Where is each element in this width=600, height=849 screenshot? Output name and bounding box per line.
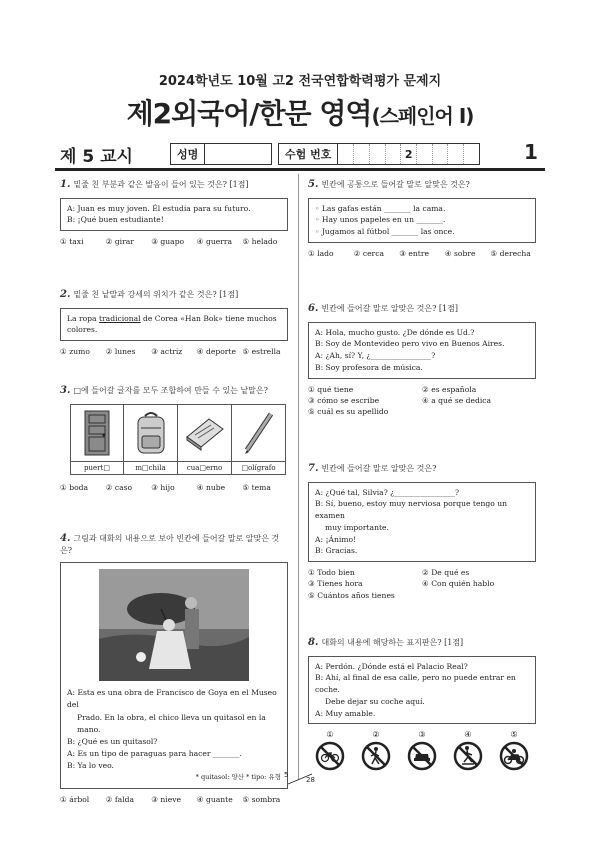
q3-picture-backpack: m□chila (124, 404, 178, 475)
q8-dialog-box: A: Perdón. ¿Dónde está el Palacio Real? B: Ahí, al final de esa calle, pero no puede entrar en coche. Debe dejar su coche aquí. A: Muy amable. (308, 656, 536, 725)
option[interactable]: ⑤ Cuántos años tienes (308, 590, 395, 600)
q7-prompt: 빈칸에 들어갈 말로 알맞은 것은? (321, 464, 437, 473)
option[interactable]: ④ (452, 730, 484, 775)
name-label: 성명 (171, 144, 205, 164)
option[interactable]: ① qué tiene (308, 384, 354, 394)
question-5: 5. 빈칸에 공통으로 들어갈 말로 알맞은 것은? ◦ Las gafas están _______ la cama. ◦ Hay unos papeles en un _______. ◦ Jugamos al fútbol _______ las once. ① lado ② cerca ③ entre ④ sobre ⑤ derecha (308, 178, 536, 259)
option[interactable]: ④ a qué se dedica (422, 395, 492, 405)
option[interactable]: ① taxi (60, 237, 84, 247)
option[interactable]: ① lado (308, 248, 334, 258)
question-1: 1. 밑줄 친 부분과 같은 발음이 들어 있는 것은? [1점] A: Juan es muy joven. Él estudia para su futuro. B: ¡Qué buen estudiante! ① taxi ② girar ③ guapo ④ guerra ⑤ helado (60, 178, 288, 247)
exam-number-label: 수험 번호 (279, 144, 338, 164)
option[interactable]: ② es española (422, 384, 477, 394)
option[interactable]: ③ cómo se escribe (308, 395, 380, 405)
option[interactable]: ③ Tienes hora (308, 579, 363, 589)
option[interactable]: ⑤ estrella (242, 347, 281, 357)
page-total: 28 (306, 776, 315, 784)
q6-options (308, 385, 536, 418)
q4-note: * quitasol: 양산 * tipo: 유형 (195, 773, 281, 782)
option[interactable]: ① boda (60, 482, 89, 492)
period-label: 제 5 교시 (60, 147, 133, 167)
q6-dialog-box: A: Hola, mucho gusto. ¿De dónde es Ud.? B: Soy de Montevideo pero vivo en Buenos Aires. A: ¿Ah, sí? Y, ¿________________? B: Soy profesora de música. (308, 322, 536, 379)
q6-prompt: 빈칸에 들어갈 말로 알맞은 것은? [1점] (321, 304, 458, 313)
painting-image (99, 569, 249, 681)
question-4: 4. 그림과 대화의 내용으로 보아 빈칸에 들어갈 말로 알맞은 것은? A: Esta es una obra de Francisco de Goya en el Museo del Prado. En la obra, el chico lleva un quitasol en la mano. B: ¿Qué es un quitasol? A: Es un tipo de paraguas para hacer _______. B: Ya lo veo. * quitasol: 양산 * tipo: 유형 ① árbol ② falda ③ nieve ④ guante ⑤ sombra (60, 532, 288, 806)
question-6: 6. 빈칸에 들어갈 말로 알맞은 것은? [1점] A: Hola, mucho gusto. ¿De dónde es Ud.? B: Soy de Montevideo pero vivo en Buenos Aires. A: ¿Ah, sí? Y, ¿________________? B: Soy profesora de música. ① qué tiene ② es española ③ cómo se escribe ④ a qué se dedica ⑤ cuál es su apellido (308, 302, 536, 417)
option[interactable]: ⑤ helado (242, 237, 278, 247)
question-7: 7. 빈칸에 들어갈 말로 알맞은 것은? A: ¿Qué tal, Silvia? ¿________________? B: Sí, bueno, estoy muy nerviosa porque tengo un examen muy importante. A: ¡Ánimo! B: Gracias. ① Todo bien ② De qué es ③ Tienes hora ④ Con quién hablo ⑤ Cuántos años tienes (308, 462, 536, 601)
exam-title (0, 92, 600, 132)
no-bicycle-icon (315, 741, 345, 771)
option[interactable]: ① árbol (60, 795, 90, 805)
q3-picture-door: puert□ (70, 404, 124, 475)
question-3: 3. □에 들어갈 글자를 모두 조합하여 만들 수 있는 낱말은? puert□ m□chila cua□erno □olígrafo ① boda ② caso ③ hijo ④ nube ⑤ tema (60, 384, 288, 493)
title-main: 제2외국어/한문 영역 (126, 97, 372, 130)
option[interactable]: ④ sobre (444, 248, 476, 258)
option[interactable]: ② falda (105, 795, 134, 805)
notebook-icon (178, 404, 232, 462)
option[interactable]: ⑤ (498, 730, 530, 775)
q3-picture-notebook: cua□erno (178, 404, 232, 475)
door-icon (70, 404, 124, 462)
q2-options (60, 347, 288, 357)
option[interactable]: ⑤ sombra (242, 795, 281, 805)
q5-prompt: 빈칸에 공통으로 들어갈 말로 알맞은 것은? (321, 180, 470, 189)
q4-box: A: Esta es una obra de Francisco de Goya en el Museo del Prado. En la obra, el chico lleva un quitasol en la mano. B: ¿Qué es un quitasol? A: Es un tipo de paraguas para hacer _______. B: Ya lo veo. * quitasol: 양산 * tipo: 유형 (60, 562, 288, 789)
option[interactable]: ⑤ cuál es su apellido (308, 407, 389, 417)
option[interactable]: ⑤ derecha (490, 248, 531, 258)
option[interactable]: ④ guerra (196, 237, 233, 247)
question-2: 2. 밑줄 친 낱말과 강세의 위치가 같은 것은? [1점] La ropa tradicional de Corea «Han Bok» tiene muchos colores. ① zumo ② lunes ③ actriz ④ deporte ⑤ estrella (60, 288, 288, 357)
option[interactable]: ① Todo bien (308, 568, 355, 578)
q3-options (60, 483, 288, 493)
question-8: 8. 대화의 내용에 해당하는 표지판은? [1점] A: Perdón. ¿Dónde está el Palacio Real? B: Ahí, al final de esa calle, pero no puede entrar en coche. Debe dejar su coche aquí. A: Muy amable. ① ② ③ ④ ⑤ (308, 636, 536, 775)
option[interactable]: ① zumo (60, 347, 90, 357)
q3-prompt: □에 들어갈 글자를 모두 조합하여 만들 수 있는 낱말은? (73, 386, 268, 395)
option[interactable]: ② De qué es (422, 568, 470, 578)
option[interactable]: ② girar (105, 237, 134, 247)
q5-options (308, 249, 536, 259)
option[interactable]: ③ guapo (151, 237, 185, 247)
option[interactable]: ① (314, 730, 346, 775)
option[interactable]: ③ entre (399, 248, 429, 258)
exam-number-value: 2 (401, 144, 417, 164)
q3-picture-pen: □olígrafo (232, 404, 286, 475)
option[interactable]: ② cerca (353, 248, 384, 258)
q3-picture-row (70, 404, 288, 475)
option[interactable]: ④ guante (196, 795, 233, 805)
page-current: 5 (284, 771, 289, 779)
q4-prompt: 그림과 대화의 내용으로 보아 빈칸에 들어갈 말로 알맞은 것은? (60, 534, 280, 555)
q8-sign-options (308, 730, 536, 775)
option[interactable]: ② caso (105, 482, 133, 492)
q1-options (60, 237, 288, 247)
option[interactable]: ② (360, 730, 392, 775)
title-sub: (스페인어 I) (371, 104, 474, 128)
exam-header-line: 2024학년도 10월 고2 전국연합학력평가 문제지 (158, 74, 442, 89)
q5-sentence-box: ◦ Las gafas están _______ la cama. ◦ Hay unos papeles en un _______. ◦ Jugamos al fútbol _______ las once. (308, 198, 536, 243)
backpack-icon (124, 404, 178, 462)
option[interactable]: ③ nieve (151, 795, 182, 805)
pen-icon (232, 404, 286, 462)
name-box (170, 143, 272, 165)
option[interactable]: ④ deporte (196, 347, 236, 357)
option[interactable]: ⑤ tema (242, 482, 271, 492)
header-rule (55, 168, 545, 171)
q1-prompt: 밑줄 친 부분과 같은 발음이 들어 있는 것은? [1점] (73, 180, 249, 189)
page-number: 1 (524, 140, 538, 164)
no-pedestrian-icon (361, 741, 391, 771)
q1-dialog-box: A: Juan es muy joven. Él estudia para su futuro. B: ¡Qué buen estudiante! (60, 198, 288, 232)
no-car-icon (407, 741, 437, 771)
q7-dialog-box: A: ¿Qué tal, Silvia? ¿________________? B: Sí, bueno, estoy muy nerviosa porque tengo un examen muy importante. A: ¡Ánimo! B: Gracias. (308, 482, 536, 563)
option[interactable]: ② lunes (105, 347, 136, 357)
q2-prompt: 밑줄 친 낱말과 강세의 위치가 같은 것은? [1점] (73, 290, 239, 299)
column-divider (298, 174, 299, 780)
q7-options (308, 568, 536, 601)
option[interactable]: ③ hijo (151, 482, 175, 492)
option[interactable]: ④ Con quién hablo (422, 579, 495, 589)
no-skateboard-icon (453, 741, 483, 771)
q8-prompt: 대화의 내용에 해당하는 표지판은? [1점] (321, 638, 464, 647)
option[interactable]: ③ (406, 730, 438, 775)
option[interactable]: ④ nube (196, 482, 226, 492)
no-motorcycle-icon (499, 741, 529, 771)
q4-options (60, 795, 288, 805)
exam-number-box (278, 143, 480, 165)
page-indicator (282, 772, 318, 786)
option[interactable]: ③ actriz (151, 347, 183, 357)
q2-sentence-box: La ropa tradicional de Corea «Han Bok» tiene muchos colores. (60, 308, 288, 342)
